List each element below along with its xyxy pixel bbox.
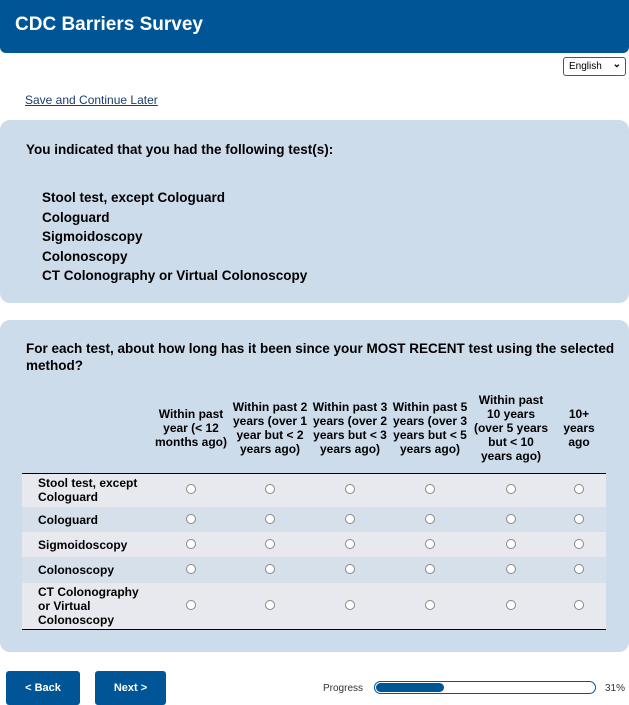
column-header: Within past 3 years (over 2 years but < 3 years ago) bbox=[310, 383, 390, 473]
radio-cell bbox=[310, 532, 390, 557]
radio-cell bbox=[152, 583, 230, 629]
radio-cell bbox=[230, 532, 310, 557]
survey-title: CDC Barriers Survey bbox=[15, 14, 203, 35]
radio-button[interactable] bbox=[265, 514, 275, 524]
row-label: Colonoscopy bbox=[22, 557, 152, 583]
radio-cell bbox=[390, 473, 470, 507]
table-row bbox=[22, 507, 606, 532]
table-row bbox=[22, 532, 606, 557]
app-header bbox=[0, 0, 629, 53]
summary-question: You indicated that you had the following test(s): bbox=[26, 142, 334, 157]
progress-bar bbox=[374, 681, 596, 694]
progress-fill bbox=[376, 683, 444, 692]
test-item: CT Colonography or Virtual Colonoscopy bbox=[42, 268, 308, 283]
radio-cell bbox=[470, 583, 552, 629]
radio-cell bbox=[552, 557, 606, 583]
test-item: Sigmoidoscopy bbox=[42, 229, 143, 244]
radio-button[interactable] bbox=[425, 564, 435, 574]
matrix-question: For each test, about how long has it been since your MOST RECENT test using the selected method? bbox=[26, 341, 615, 373]
tests-summary-panel bbox=[0, 120, 629, 303]
column-header: Within past 2 years (over 1 year but < 2 years ago) bbox=[230, 383, 310, 473]
radio-button[interactable] bbox=[506, 514, 516, 524]
next-button[interactable]: Next > bbox=[95, 671, 166, 705]
progress-percent: 31% bbox=[605, 683, 626, 694]
row-label: Sigmoidoscopy bbox=[22, 532, 152, 557]
radio-button[interactable] bbox=[265, 484, 275, 494]
radio-cell bbox=[152, 473, 230, 507]
column-header: 10+ years ago bbox=[552, 383, 606, 473]
column-header: Within past year (< 12 months ago) bbox=[152, 383, 230, 473]
radio-button[interactable] bbox=[425, 600, 435, 610]
radio-cell bbox=[230, 557, 310, 583]
radio-cell bbox=[470, 473, 552, 507]
radio-cell bbox=[470, 532, 552, 557]
radio-cell bbox=[310, 583, 390, 629]
matrix-question-panel bbox=[0, 320, 629, 652]
row-label: CT Colonography or Virtual Colonoscopy bbox=[22, 583, 152, 629]
radio-cell bbox=[310, 473, 390, 507]
chevron-down-icon: ⌄ bbox=[612, 59, 621, 70]
radio-button[interactable] bbox=[506, 600, 516, 610]
radio-button[interactable] bbox=[506, 484, 516, 494]
language-selected: English bbox=[569, 61, 602, 72]
radio-cell bbox=[230, 473, 310, 507]
radio-button[interactable] bbox=[506, 564, 516, 574]
radio-button[interactable] bbox=[345, 564, 355, 574]
radio-button[interactable] bbox=[574, 484, 584, 494]
table-row bbox=[22, 473, 606, 507]
radio-button[interactable] bbox=[425, 514, 435, 524]
column-header: Within past 10 years (over 5 years but < 10 years ago) bbox=[470, 383, 552, 473]
radio-button[interactable] bbox=[345, 539, 355, 549]
radio-cell bbox=[552, 507, 606, 532]
test-item: Colonoscopy bbox=[42, 248, 128, 264]
radio-button[interactable] bbox=[574, 539, 584, 549]
radio-button[interactable] bbox=[186, 514, 196, 524]
radio-button[interactable] bbox=[186, 484, 196, 494]
radio-button[interactable] bbox=[574, 600, 584, 610]
table-row bbox=[22, 557, 606, 583]
radio-button[interactable] bbox=[345, 484, 355, 494]
back-button[interactable]: < Back bbox=[6, 671, 80, 705]
radio-button[interactable] bbox=[574, 564, 584, 574]
radio-button[interactable] bbox=[186, 539, 196, 549]
radio-cell bbox=[152, 557, 230, 583]
radio-cell bbox=[230, 507, 310, 532]
row-label: Cologuard bbox=[22, 507, 152, 532]
radio-button[interactable] bbox=[425, 539, 435, 549]
table-row bbox=[22, 583, 606, 629]
radio-cell bbox=[390, 557, 470, 583]
radio-cell bbox=[470, 557, 552, 583]
radio-button[interactable] bbox=[265, 539, 275, 549]
radio-cell bbox=[552, 532, 606, 557]
radio-cell bbox=[552, 473, 606, 507]
column-header: Within past 5 years (over 3 years but < 5 years ago) bbox=[390, 383, 470, 473]
radio-cell bbox=[552, 583, 606, 629]
row-label: Stool test, except Cologuard bbox=[22, 473, 152, 507]
radio-cell bbox=[152, 507, 230, 532]
radio-cell bbox=[152, 532, 230, 557]
matrix-table bbox=[22, 383, 606, 630]
radio-cell bbox=[470, 507, 552, 532]
radio-cell bbox=[390, 532, 470, 557]
radio-button[interactable] bbox=[345, 600, 355, 610]
radio-button[interactable] bbox=[574, 514, 584, 524]
radio-button[interactable] bbox=[345, 514, 355, 524]
radio-cell bbox=[390, 583, 470, 629]
radio-cell bbox=[390, 507, 470, 532]
radio-button[interactable] bbox=[186, 600, 196, 610]
test-item: Stool test, except Cologuard bbox=[42, 190, 226, 205]
radio-cell bbox=[310, 557, 390, 583]
progress-label: Progress bbox=[323, 683, 364, 694]
radio-cell bbox=[310, 507, 390, 532]
test-item: Cologuard bbox=[42, 209, 110, 225]
corner-cell bbox=[22, 383, 152, 473]
radio-button[interactable] bbox=[506, 539, 516, 549]
radio-button[interactable] bbox=[186, 564, 196, 574]
language-select[interactable] bbox=[563, 57, 626, 76]
radio-cell bbox=[230, 583, 310, 629]
radio-button[interactable] bbox=[425, 484, 435, 494]
save-continue-later-link[interactable]: Save and Continue Later bbox=[25, 93, 158, 107]
radio-button[interactable] bbox=[265, 564, 275, 574]
radio-button[interactable] bbox=[265, 600, 275, 610]
